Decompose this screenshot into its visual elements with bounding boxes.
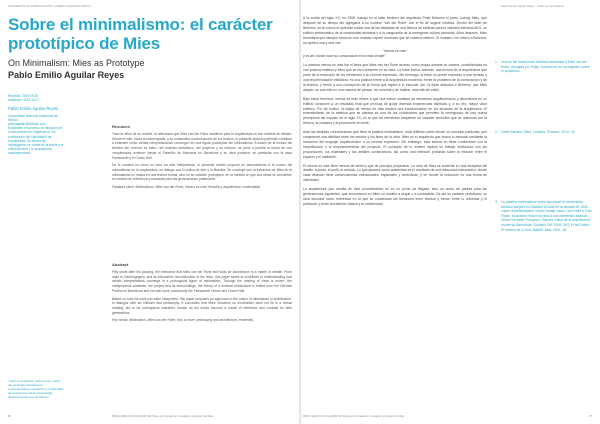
pull-quote: "menos es más" [382,49,408,54]
footer-text: PABLO EMILIO AGUILAR REYES Sobre el minimalismo: el carácter prototípico de Mies [112,415,214,418]
article-subtitle: On Minimalism: Mies as Prototype [8,58,145,68]
article-meta [8,94,64,156]
meta-bio: Estudiante en proceso de titulación de la licenciatura en Arquitectura. Es colaborador del Laboratorio de Arquitectura. Su interés de investigación se centra en la teoría y la crítica del arte y la arquitectura contemporánea. [8,126,64,156]
body-paragraph: El menos es más tiene menos de retórico que de principio proyectual. La obra de Mies se sustenta en una disciplina del detalle: la junta, el perfil, el módulo. Lo que aparece como austeridad es el resultado de una minuciosa elaboración, donde cada decisión tiene consecuencias estructurales, espaciales y simbólicas, y en donde la reducción es una forma de intensidad. [303,163,487,183]
note-number: 1 [495,60,497,64]
margin-note [495,200,593,232]
abstract-section [112,262,292,326]
note-text: Una de las frases más célebres atribuidas a Mies van der Rohe, recogida por Philip Johnson en su monografía sobre el arquitecto. [501,60,590,74]
meta-author: Pablo Emilio Aguilar Reyes [8,106,59,112]
article-title: Sobre el minimalismo: el carácter prototípico de Mies [8,15,273,53]
side-footnote: * Esta investigación está escrita a partir del seminario Arquitectura Contemporánea, impartido en la Facultad de Arquitectura de la Universidad Nacional Autónoma de México. [8,379,64,399]
body-text [303,16,487,211]
note-text: La palabra minimalismo suele asociarse al movimiento artístico surgido en Estados Unidos en la década de 1960, cuyos representantes, como Donald Judd, Carl Andre o Dan Flavin, buscaban reducir la obra a sus elementos básicos. Véase Kenneth Frampton, Historia crítica de la arquitectura moderna, Barcelona, Gustavo Gili, 2009, 163; y Hal Foster, El retorno de lo real, Madrid, Akal, 2001, 38. [501,200,592,232]
accepted-date: Aceptado: 2019.10.07 [8,98,40,103]
margin-note [495,60,593,74]
keywords-label: Palabras clave: [112,185,135,190]
body-paragraph: Ante las distintas connotaciones que tiene la palabra minimalismo, esta reflexión parte desde un concepto particular, que comprende una afinidad entre los medios y los fines de la obra. Mies es el arquitecto que busca lo esencial mediante la reducción del lenguaje arquitectónico a su mínima expresión. Sin embargo, esta lectura no debe confundirse con la simplificación o el empobrecimiento del proyecto. El concepto de lo mínimo implica un trabajo meticuloso con las proporciones, los materiales y los detalles constructivos, así como una reflexión profunda sobre la relación entre el espacio y el habitante. [303,130,487,159]
received-date: Recibido: 2019.09.20 [8,94,39,98]
body-paragraph: A la vuelta del siglo XX, en 1908, trabajó en el taller berlinés del arquitecto Peter Behrens el joven Ludwig Mies, que después de su tiempo ahí agregaría a su nombre "van der Rohe" con el fin de sugerir nobleza. Dentro del taller de Behrens, se le colocó al aprendiz cuidar una de las fachadas de una fábrica de turbinas para la industria eléctrica AEG, un edificio emblemático de la modernidad alemana y a la vanguardia de la emergente cultura industrial. Años después, Mies recordaría que siempre escuchó a su maestro repetir una frase que se volvería célebre. El maestro, me refiero a Behrens, se repetía una y otra vez: [303,16,487,45]
note-number: 3 [495,200,497,204]
running-head: Pablo Emilio Aguilar Reyes · Sobre el minimalismo [501,5,565,8]
resumen-section [112,124,292,193]
resumen-paragraph: De la manera en cómo su obra ha sido interpretada, el presente escrito propone un acercamiento a la noción del minimalismo en la arquitectura, en diálogo con la crítica de arte y la filosofía. Se concluye que la influencia de Mies en el minimalismo no radica en una lectura formal, sino en su carácter prototípico, en la medida en que sus obras se convierten en modelo de referencia y contraste para las generaciones posteriores. [112,163,292,182]
footer-text: PABLO EMILIO AGUILAR REYES Sobre el minimalismo: el carácter prototípico de Mies [303,415,405,418]
abstract-paragraph: Fifty years after his passing, the relevance that Mies van der Rohe still holds for architecture is a matter of debate. From myth to historiography, and its exhaustive reconstruction of the facts, this paper seeks to contribute to understanding how certain interpretations converge in a prototypical figure of minimalism. Through the reading of «less is more», the metaphysical substrate, the project and its surroundings, the theory of a minimal architecture is tested from the German Pavilion in Barcelona and his later work, particularly the Farnsworth House and Crown Hall. [112,270,292,293]
meta-email[interactable]: pabloaguilar@outlook.com [8,122,46,127]
page-number: 86 [8,415,11,418]
meta-affiliation: Universidad Nacional Autónoma de México [8,113,58,122]
running-head: CUADERNOS de INVESTIGACIÓN e DISEÑO ARQUITECTÓNICO [8,5,92,8]
abstract-keywords [112,318,292,323]
article-author: Pablo Emilio Aguilar Reyes [8,70,125,80]
abstract-paragraph: Based on how his work has been interpreted, this paper proposes an approach to the notion of minimalism in architecture, in dialogue with art criticism and philosophy. It concludes that Mies' influence on minimalism does not lie in a formal reading, but in his prototypical character, insofar as his works become a model of reference and contrast for later generations. [112,296,292,315]
note-text: Detlef Mertins, Mies, Londres, Phaidon, 2014, 26. [501,130,576,134]
body-paragraph: Bajo estos términos, menos es más refiere a que una menor cantidad de elementos arquitectónicos y decorativos en un edificio conducen a un resultado final que provoca de golpe diversas experiencias estéticas y, a su vez, mayor valor estético. Por tal motivo, la lógica de menos es más implica una transformación en los alcances de la arquitectura. El entendimiento de la estética que se plantea es una de las condiciones que permiten la emergencia de una nueva percepción del espacio en el siglo XX, en la que los elementos adquieren un carácter simbólico que se relaciona con la técnica, la industria y la producción en serie. [303,96,487,126]
right-page [301,0,600,424]
keywords-text: Minimalismo, Mies van der Rohe, menos es más, filosofía y arquitectura, modernidad. [135,185,261,190]
body-paragraph: y es ahí donde nace su composición en la más simple". [303,54,387,59]
note-number: 2 [495,130,497,134]
resumen-keywords [112,185,292,190]
keywords-text: Minimalism, Mies van der Rohe, less is more, philosophy and architecture, modernity. [129,318,254,323]
keywords-label: Key words: [112,318,129,323]
body-paragraph: La arquitectura que resulta de este procedimiento no es un punto de llegada, sino un punto de partida para las generaciones siguientes, que encontraron en Mies un modelo a seguir o a contradecir. De ahí su carácter prototípico: su obra funciona como referencia en la que se condensan las tensiones entre técnica y forma, entre lo universal y lo particular, y entre la tradición clásica y la modernidad. [303,187,487,206]
body-paragraph: La máxima menos es más fue el lema que Mies van der Rohe asumió como propia durante su carrera, convirtiéndola en una postura estética y ética que se hizo presente en su obra. La frase indica, además, una lectura de la arquitectura que parte de la reducción de los elementos a su mínima expresión. Sin embargo, la frase no puede reducirse a una fórmula o una recomendación estilística: es una postura frente a la arquitectura moderna, frente al problema de la construcción y de la técnica, y frente a una concepción de la forma que aspira a lo esencial. Así, la frase atribuida a Behrens, que Mies adoptó, se convirtió en una manera de pensar, de construir y de habitar, más allá del estilo. [303,63,487,92]
left-page [0,0,299,424]
resumen-paragraph: Tras los años de su muerte, la relevancia que Mies van der Rohe mantiene para la arquitectura es aún materia de debate. Desde el mito, hacia la historiografía, y su exhaustiva reconstrucción de los hechos, el presente artículo pretende contribuir a entender cómo ciertas interpretaciones convergen en una figura prototípica del minimalismo. A través de la lectura del término del «menos es más», del sustrato metafísico, del proyecto y su entorno, se pone a prueba la teoría de una «arquitectura mínima» desde el Pabellón de Alemania en Barcelona y su obra posterior, en particular con la casa Farnsworth y el Crown Hall. [112,132,292,160]
margin-note [495,130,593,135]
resumen-heading: Resumen [112,124,131,129]
page-number: 87 [589,415,592,418]
abstract-heading: Abstract [112,262,129,267]
